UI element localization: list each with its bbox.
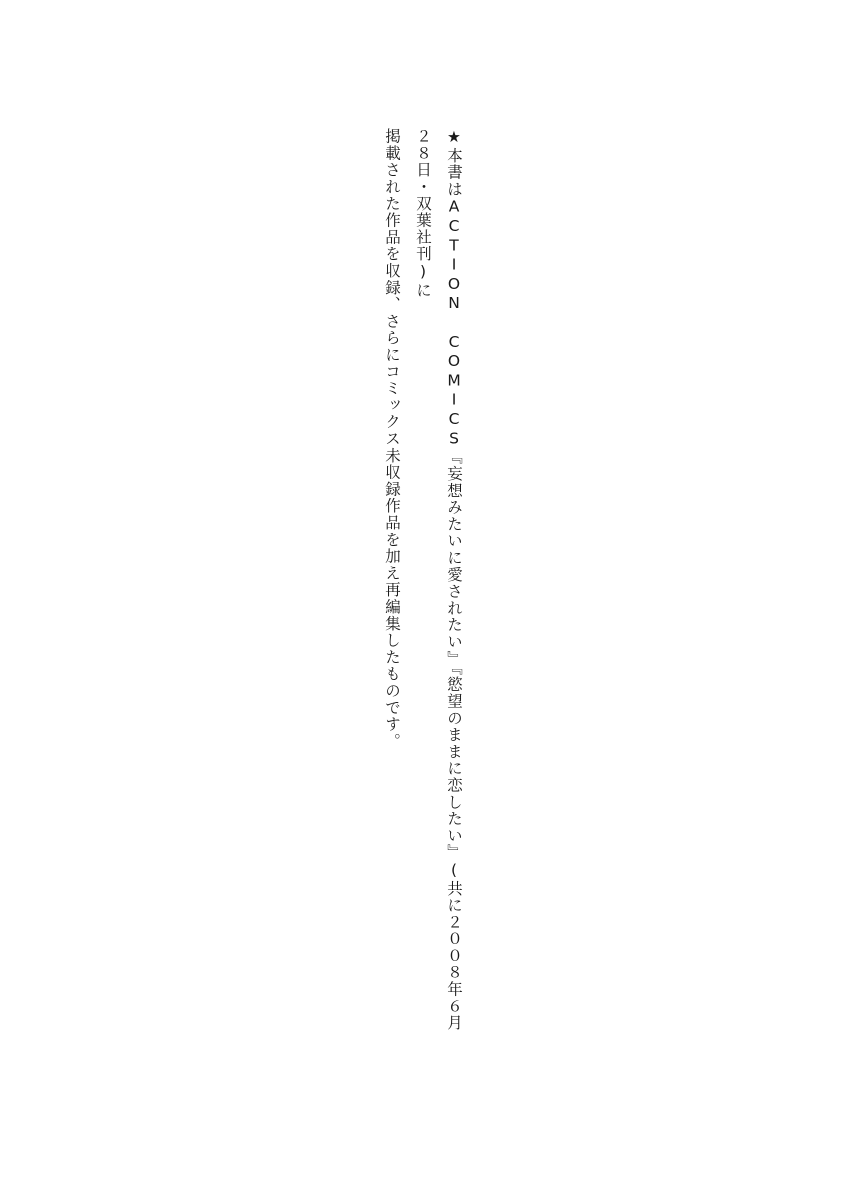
colophon-note-line-1: ★本書はACTION COMICS『妄想みたいに愛されたい』『慾望のままに恋したい』(共に２００８年６月２８日・双葉社刊)に [414, 128, 463, 1032]
colophon-note-block [0, 128, 845, 1058]
colophon-note-line-2: 掲載された作品を収録、さらにコミックス未収録作品を加え再編集したものです。 [383, 128, 401, 750]
